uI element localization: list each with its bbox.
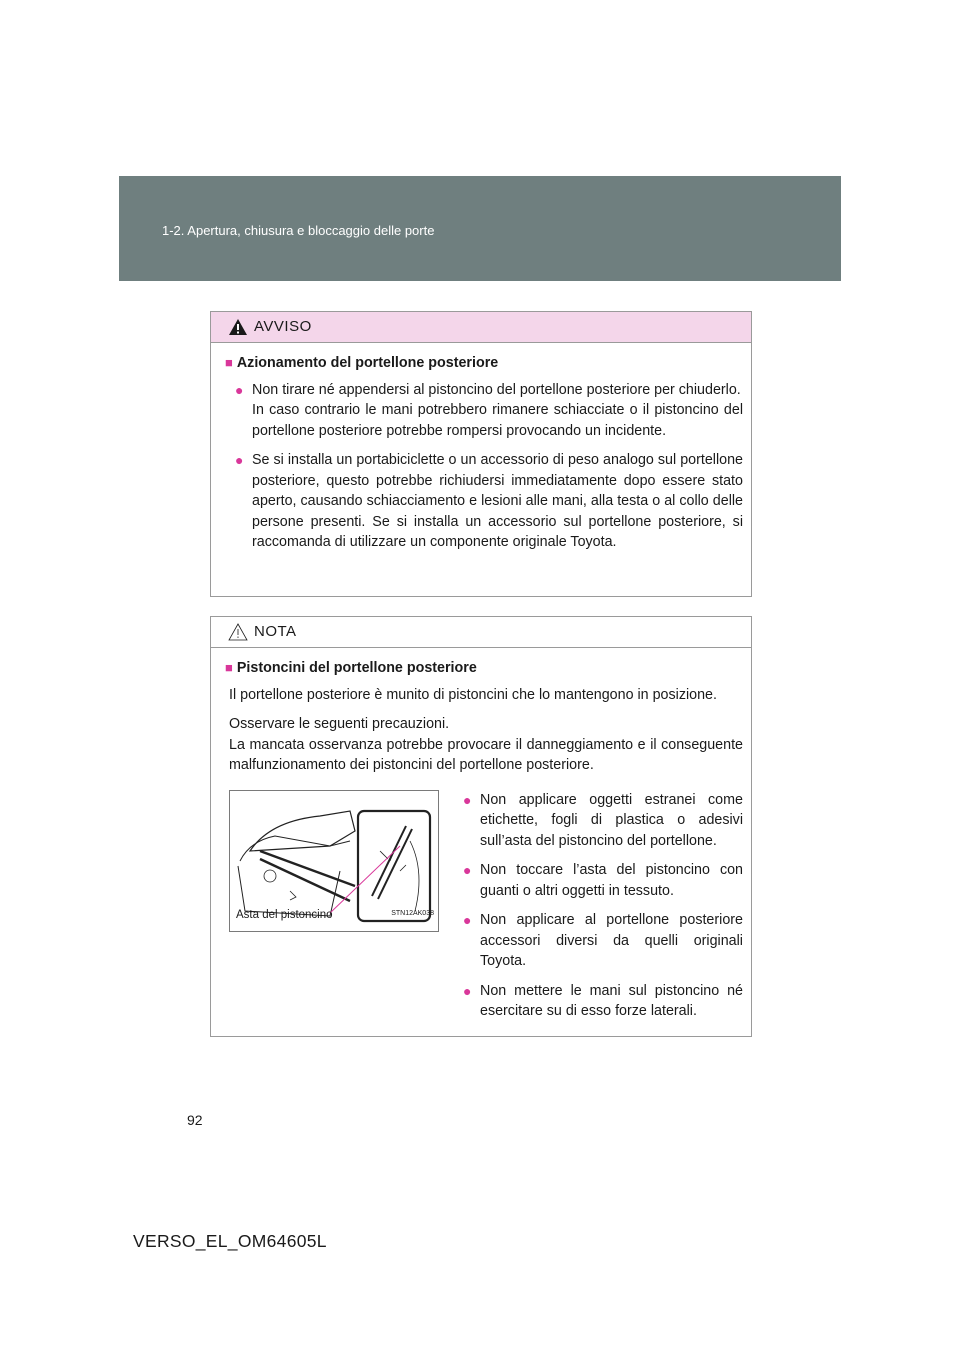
page-number: 92 xyxy=(187,1112,203,1128)
warning-item-1-continued: In caso contrario le mani potrebbero rimanere schiacciate o il pistoncino del portellone posteriore potrebbe rompersi provocando un incidente. xyxy=(252,402,743,439)
note-section xyxy=(225,658,743,679)
note-section-title: Pistoncini del portellone posteriore xyxy=(236,660,477,676)
note-paragraph-2a: Osservare le seguenti precauzioni. xyxy=(229,716,450,732)
warning-item-1: Non tirare né appendersi al pistoncino del portellone posteriore per chiuderlo. xyxy=(252,381,741,398)
list-item xyxy=(463,981,743,1022)
note-item-3: Non applicare al portellone posteriore accessori diversi da quelli originali Toyota. xyxy=(480,912,743,969)
bullet-icon: ● xyxy=(463,862,472,878)
warning-title: AVVISO xyxy=(254,318,312,335)
square-bullet-icon: ■ xyxy=(225,355,233,370)
bullet-icon: ● xyxy=(463,982,472,999)
warning-section xyxy=(225,353,743,374)
warning-section-title: Azionamento del portellone posteriore xyxy=(236,355,499,371)
note-item-1: Non applicare oggetti estranei come etichette, fogli di plastica o adesivi sull’asta del pistoncino del portellone. xyxy=(480,791,743,849)
caution-triangle-icon xyxy=(228,623,248,645)
list-item xyxy=(235,450,743,553)
note-box xyxy=(210,616,752,1037)
list-item xyxy=(463,860,743,901)
warning-header xyxy=(211,312,751,343)
tailgate-strut-illustration xyxy=(229,790,439,932)
note-paragraph-2 xyxy=(229,714,743,776)
note-item-2: Non toccare l’asta del pistoncino con guanti o altri oggetti in tessuto. xyxy=(480,862,743,899)
list-item xyxy=(463,790,743,852)
list-item xyxy=(463,910,743,972)
footer-code: VERSO_EL_OM64605L xyxy=(133,1231,327,1251)
chapter-title: 1-2. Apertura, chiusura e bloccaggio delle porte xyxy=(162,223,435,238)
note-title: NOTA xyxy=(254,623,297,640)
note-paragraph-1: Il portellone posteriore è munito di pistoncini che lo mantengono in posizione. xyxy=(229,686,717,703)
figure-label: Asta del pistoncino xyxy=(236,909,333,921)
bullet-icon: ● xyxy=(463,912,472,928)
chapter-header xyxy=(119,176,841,281)
list-item xyxy=(235,380,743,442)
note-item-4: Non mettere le mani sul pistoncino né esercitare su di esso forze laterali. xyxy=(480,982,743,1019)
warning-box xyxy=(210,311,752,597)
warning-item-2: Se si installa un portabiciclette o un accessorio di peso analogo sul portellone posteriore, questo potrebbe richiudersi immediatamente dopo essere stato aperto, causando schiacciamento e lesioni alle mani, alla testa o al collo delle persone presenti. Se si installa un accessorio sul portellone posteriore, si raccomanda di utilizzare un componente originale Toyota. xyxy=(252,452,743,550)
bullet-icon: ● xyxy=(235,381,244,398)
note-paragraph-2b: La mancata osservanza potrebbe provocare il danneggiamento e il conseguente malfunzionamento dei pistoncini del portellone posteriore. xyxy=(229,736,743,773)
figure-code: STN12AK038 xyxy=(391,910,434,917)
square-bullet-icon: ■ xyxy=(225,660,233,675)
bullet-icon: ● xyxy=(463,791,472,808)
warning-triangle-icon xyxy=(228,318,248,340)
bullet-icon: ● xyxy=(235,452,244,468)
note-header xyxy=(211,617,751,648)
